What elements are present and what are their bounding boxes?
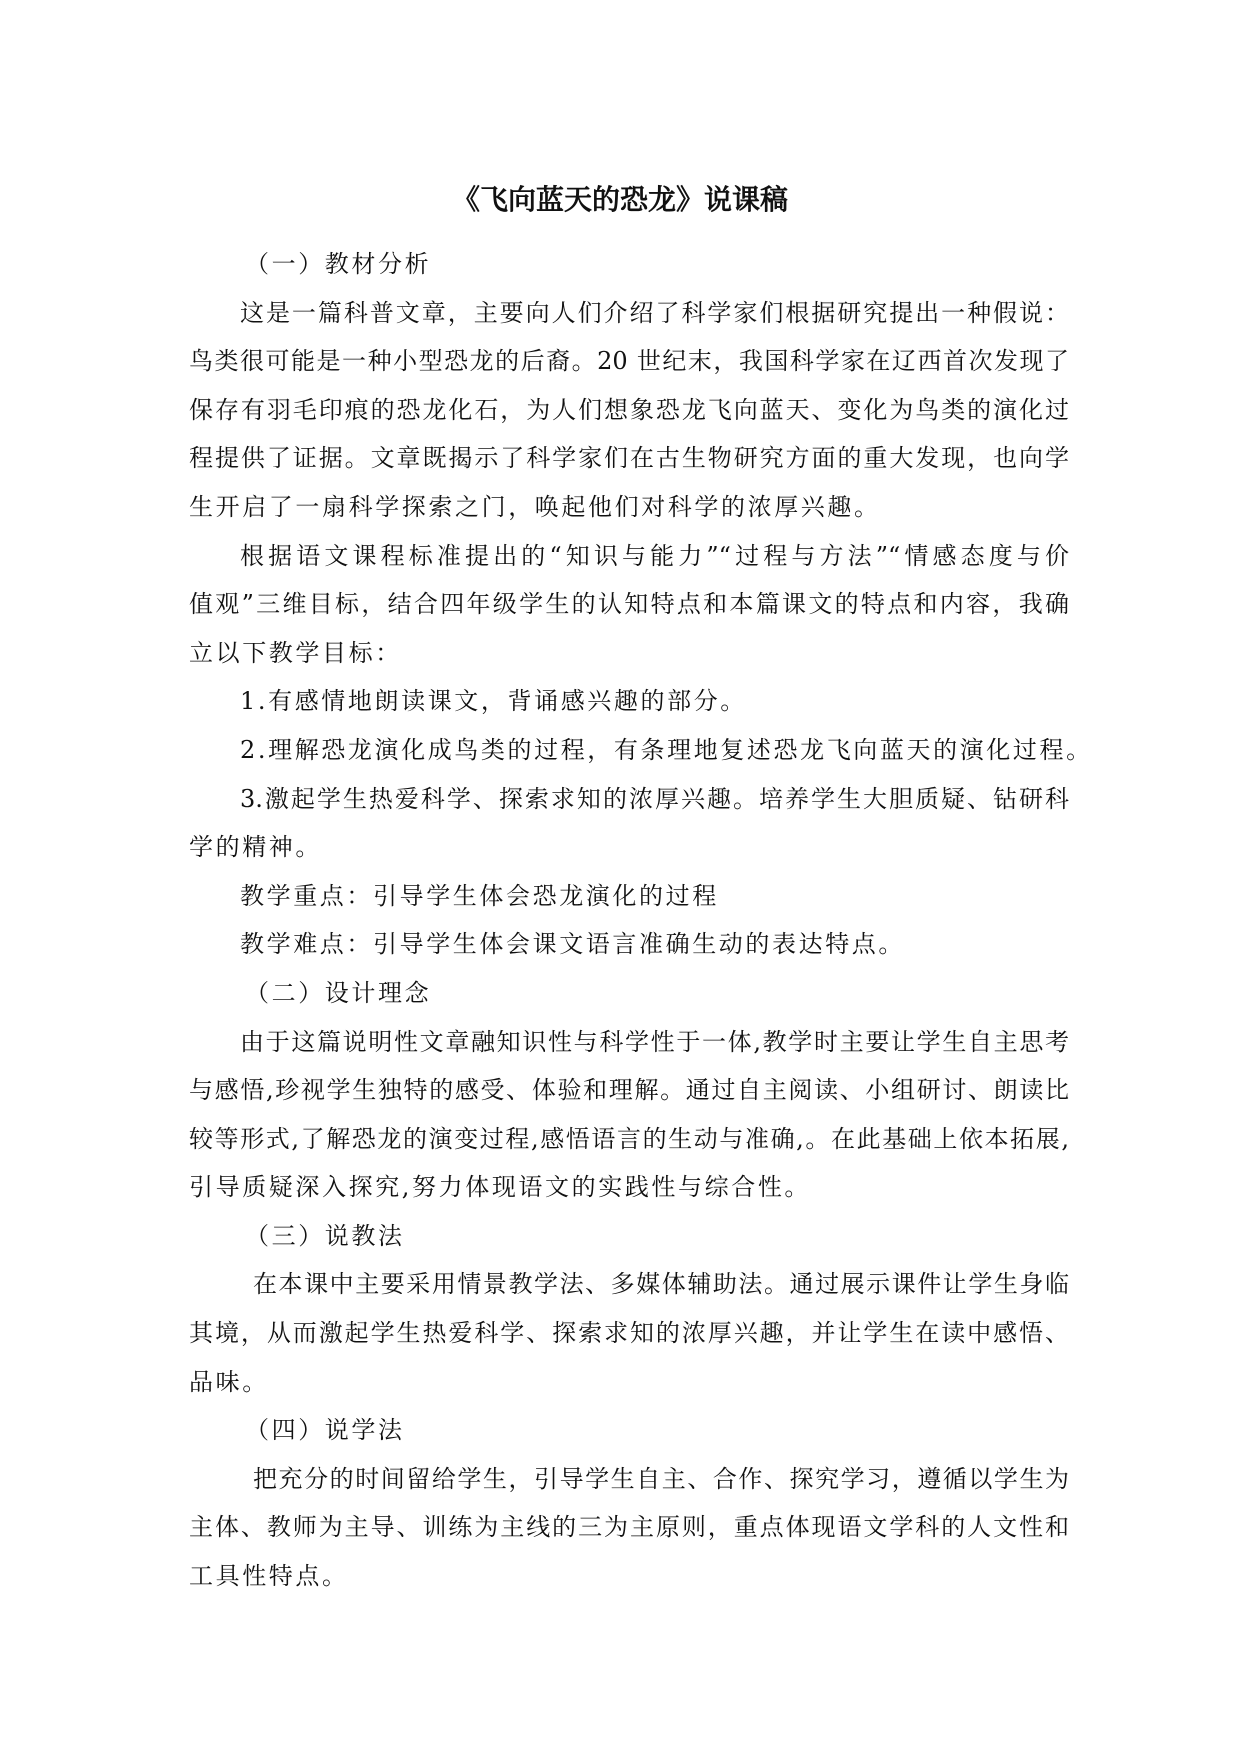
paragraph xyxy=(189,872,1069,921)
paragraph xyxy=(189,677,1069,726)
text-line: 立以下教学目标： xyxy=(189,638,402,667)
paragraph xyxy=(189,289,1069,532)
paragraph xyxy=(189,920,1069,969)
text-line: 根据语文课程标准提出的“知识与能力”“过程与方法”“情感态度与价 xyxy=(240,541,1069,570)
text-line: 在本课中主要采用情景教学法、多媒体辅助法。通过展示课件让学生身临 xyxy=(253,1270,1069,1299)
text-line: 2.理解恐龙演化成鸟类的过程，有条理地复述恐龙飞向蓝天的演化过程。 xyxy=(240,735,1093,764)
text-line: 引导质疑深入探究,努力体现语文的实践性与综合性。 xyxy=(189,1173,812,1202)
text-line: 鸟类很可能是一种小型恐龙的后裔。20 世纪末，我国科学家在辽西首次发现了 xyxy=(189,347,1069,376)
heading-text: （一）教材分析 xyxy=(245,250,432,278)
paragraph xyxy=(189,775,1069,872)
paragraph xyxy=(189,1455,1069,1601)
document-body xyxy=(189,240,1093,1601)
heading-text: （二）设计理念 xyxy=(245,978,432,1007)
text-line: 工具性特点。 xyxy=(189,1562,349,1591)
text-line: 学的精神。 xyxy=(189,833,322,862)
section-heading xyxy=(189,969,1069,1018)
text-line: 值观”三维目标，结合四年级学生的认知特点和本篇课文的特点和内容，我确 xyxy=(189,590,1069,619)
section-heading xyxy=(189,1212,1069,1261)
text-line: 程提供了证据。文章既揭示了科学家们在古生物研究方面的重大发现，也向学 xyxy=(189,444,1069,473)
section-heading xyxy=(189,1406,1069,1455)
paragraph xyxy=(189,1018,1069,1212)
text-line: 这是一篇科普文章，主要向人们介绍了科学家们根据研究提出一种假说： xyxy=(240,298,1069,327)
text-line: 品味。 xyxy=(189,1367,269,1396)
text-line: 把充分的时间留给学生，引导学生自主、合作、探究学习，遵循以学生为 xyxy=(253,1464,1069,1493)
text-line: 教学重点：引导学生体会恐龙演化的过程 xyxy=(240,881,719,910)
section-heading xyxy=(189,240,1069,289)
text-line: 生开启了一扇科学探索之门，唤起他们对科学的浓厚兴趣。 xyxy=(189,492,881,521)
text-line: 由于这篇说明性文章融知识性与科学性于一体,教学时主要让学生自主思考 xyxy=(240,1027,1069,1056)
text-line: 主体、教师为主导、训练为主线的三为主原则，重点体现语文学科的人文性和 xyxy=(189,1513,1069,1542)
text-line: 其境，从而激起学生热爱科学、探索求知的浓厚兴趣，并让学生在读中感悟、 xyxy=(189,1319,1069,1348)
text-line: 保存有羽毛印痕的恐龙化石，为人们想象恐龙飞向蓝天、变化为鸟类的演化过 xyxy=(189,395,1069,424)
paragraph xyxy=(189,532,1069,678)
text-line: 较等形式,了解恐龙的演变过程,感悟语言的生动与准确,。在此基础上依本拓展, xyxy=(189,1124,1069,1153)
text-line: 与感悟,珍视学生独特的感受、体验和理解。通过自主阅读、小组研讨、朗读比 xyxy=(189,1076,1069,1105)
heading-text: （三）说教法 xyxy=(245,1221,405,1250)
heading-text: （四）说学法 xyxy=(245,1416,405,1445)
document-title: 《飞向蓝天的恐龙》说课稿 xyxy=(451,183,788,216)
text-line: 3.激起学生热爱科学、探索求知的浓厚兴趣。培养学生大胆质疑、钻研科 xyxy=(240,784,1069,813)
text-line: 教学难点：引导学生体会课文语言准确生动的表达特点。 xyxy=(240,930,905,959)
paragraph xyxy=(189,726,1093,775)
text-line: 1.有感情地朗读课文，背诵感兴趣的部分。 xyxy=(240,687,747,716)
paragraph xyxy=(189,1260,1069,1406)
